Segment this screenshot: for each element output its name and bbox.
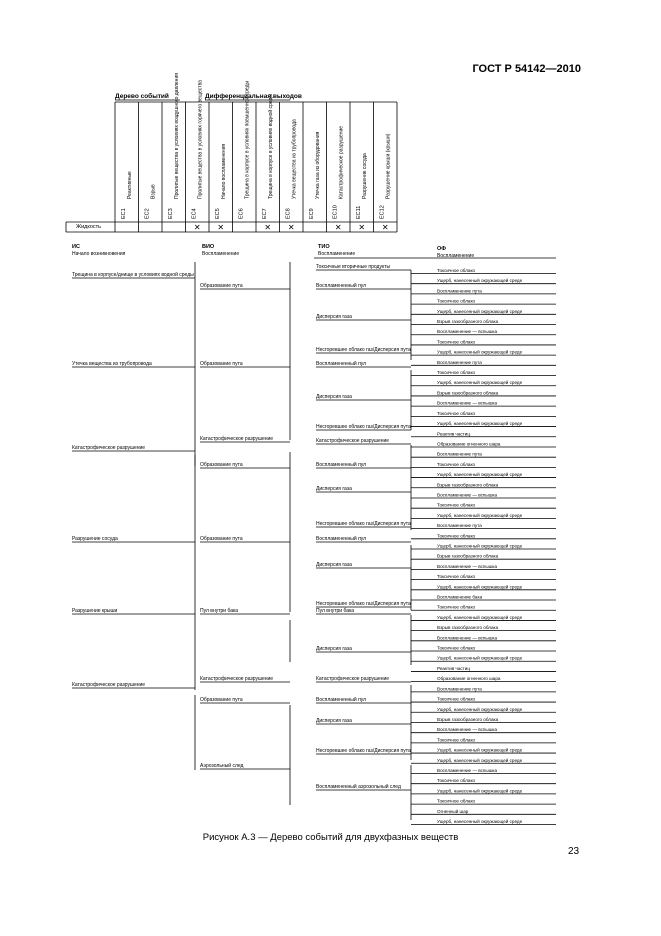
figure-caption: Рисунок А.3 — Дерево событий для двухфазных веществ (202, 832, 459, 843)
of-label: Реактив частиц (437, 431, 470, 437)
of-label: Реактив частиц (437, 665, 470, 671)
grid-col-name: Трещина в корпусе в условиях водной среды (267, 93, 274, 199)
of-label: Взрыв газообразного облака (437, 553, 499, 559)
of-label: Воспламенение — вспышка (437, 400, 498, 406)
grid-cross-mark: ✕ (381, 223, 389, 232)
of-label: Токсичное облако (437, 461, 476, 467)
vio-label: Образование пута (200, 361, 243, 367)
of-label: Ущерб, нанесенный окружающей среде (437, 614, 523, 620)
of-label: Токсичное облако (437, 268, 476, 273)
tio-label: Пул внутри бака (316, 608, 355, 614)
of-label: Воспламенение пута (437, 523, 482, 529)
ic-label: Катастрофическое разрушение (72, 682, 146, 688)
of-label: Токсичное облако (437, 798, 476, 804)
grid-cross-mark: ✕ (264, 223, 272, 232)
tio-label: Дисперсия газа (316, 486, 352, 492)
tio-label: Несгоревшее облако газ/Дисперсия пута (316, 347, 411, 353)
grid-row-label: Жидкость (76, 224, 102, 230)
grid-col-code: EC1 (120, 208, 127, 219)
of-label: Воспламенение — вспышка (437, 563, 498, 569)
of-label: Ущерб, нанесенный окружающей среде (437, 788, 523, 794)
vio-labels (200, 283, 273, 769)
grid-cross-mark: ✕ (193, 223, 201, 232)
grid-cross-mark: ✕ (217, 223, 225, 232)
tio-label: Катастрофическое разрушение (316, 676, 390, 682)
of-label: Воспламенение бака (437, 594, 483, 600)
head-tio-sub: Воспламенение (318, 251, 356, 257)
tio-label: Воспламененный пул (316, 697, 367, 703)
grid-col-name: Реактивные (126, 171, 133, 199)
of-label: Взрыв газообразного облака (437, 625, 499, 631)
vio-label: Аэрозольный след (200, 763, 244, 769)
ic-label: Разрушение сосуда (72, 536, 118, 542)
tio-label: Дисперсия газа (316, 562, 352, 568)
of-label: Образование огненного шара (437, 441, 501, 447)
grid-col-name: Разрушение сосуда (361, 153, 368, 199)
of-label: Воспламенение — вспышка (437, 767, 498, 773)
tio-label: Катастрофическое разрушение (316, 438, 390, 444)
standard-number: ГОСТ Р 54142—2010 (472, 63, 581, 75)
of-label: Воспламенение — вспышка (437, 727, 498, 733)
of-label: Токсичное облако (437, 645, 476, 651)
head-ic-sub: Начало возникновения (72, 251, 126, 257)
of-label: Токсичное облако (437, 604, 476, 610)
grid-col-name: Взрыв (150, 184, 157, 199)
head-vio: ВИО (202, 244, 215, 250)
tio-label: Воспламененный аэрозольный след (316, 784, 401, 790)
of-label: Взрыв газообразного облака (437, 319, 499, 325)
vio-label: Образование пута (200, 536, 243, 542)
tree-lines (72, 258, 556, 825)
vio-label: Образование пута (200, 283, 243, 289)
grid-cross-mark: ✕ (287, 223, 295, 232)
column-heads (72, 244, 474, 259)
grid-col-code: EC3 (167, 208, 174, 219)
of-label: Воспламенение пута (437, 288, 482, 294)
tio-label: Воспламененный пул (316, 462, 367, 468)
of-label: Воспламенение пута (437, 359, 482, 365)
of-label: Токсичное облако (437, 339, 476, 345)
of-label: Токсичное облако (437, 410, 476, 416)
of-label: Токсичное облако (437, 778, 476, 784)
of-label: Ущерб, нанесенный окружающей среде (437, 512, 523, 518)
of-label: Токсичное облако (437, 574, 476, 580)
grid-col-code: EC10 (332, 205, 339, 219)
grid-col-name: Трещина в корпусе в условиях повышенной среды (244, 80, 251, 199)
of-label: Ущерб, нанесенный окружающей среде (437, 757, 523, 763)
head-ic: ИС (72, 244, 80, 250)
vio-label: Образование пута (200, 462, 243, 468)
tio-label: Воспламененный пул (316, 283, 367, 289)
tio-label: Несгоревшее облако газ/Дисперсия пута (316, 748, 411, 754)
of-label: Ущерб, нанесенный окружающей среде (437, 278, 523, 284)
of-label: Воспламенение — вспышка (437, 635, 498, 641)
head-vio-sub: Воспламенение (202, 251, 240, 257)
ic-label: Разрушение крыши (72, 608, 118, 614)
of-label: Токсичное облако (437, 502, 476, 508)
grid-col-code: EC5 (214, 208, 221, 219)
head-of-sub: Воспламенение (437, 253, 475, 259)
page-number: 23 (568, 846, 580, 857)
of-label: Токсичное облако (437, 737, 476, 743)
of-label: Взрыв газообразного облака (437, 482, 499, 488)
grid-col-code: EC12 (379, 205, 386, 219)
head-tio: ТИО (318, 244, 330, 250)
grid-col-name: Начало воспламенения (220, 143, 227, 199)
of-label: Ущерб, нанесенный окружающей среде (437, 421, 523, 427)
grid-title-left: Дерево событий (115, 93, 169, 100)
grid-col-name: Катастрофическое разрушение (338, 125, 345, 199)
of-label: Ущерб, нанесенный окружающей среде (437, 380, 523, 386)
of-label: Токсичное облако (437, 370, 476, 376)
tio-label: Несгоревшее облако газ/Дисперсия пута (316, 424, 411, 430)
grid-col-name: Пролитые вещества в условиях воздушного давления (173, 73, 180, 199)
of-label: Ущерб, нанесенный окружающей среде (437, 543, 523, 549)
tio-label: Дисперсия газа (316, 718, 352, 724)
of-label: Ущерб, нанесенный окружающей среде (437, 308, 523, 314)
of-label: Токсичное облако (437, 696, 476, 702)
of-label: Воспламенение пута (437, 451, 482, 457)
grid-cross-mark: ✕ (334, 223, 342, 232)
of-label: Огненный шар (437, 808, 469, 814)
of-label: Ущерб, нанесенный окружающей среде (437, 747, 523, 753)
grid-cross-mark: ✕ (358, 223, 366, 232)
grid-col-code: EC11 (355, 205, 362, 219)
grid-col-code: EC6 (238, 208, 245, 219)
tio-label: Несгоревшее облако газ/Дисперсия пута (316, 601, 411, 607)
of-label: Ущерб, нанесенный окружающей среде (437, 472, 523, 478)
vio-label: Образование пута (200, 697, 243, 703)
of-label: Взрыв газообразного облака (437, 716, 499, 722)
grid-col-code: EC7 (261, 208, 268, 219)
grid-col-code: EC4 (191, 208, 198, 219)
head-of: ОФ (437, 246, 446, 252)
tio-label: Дисперсия газа (316, 314, 352, 320)
of-label: Воспламенение — вспышка (437, 329, 498, 335)
tio-label: Дисперсия газа (316, 394, 352, 400)
of-label: Токсичное облако (437, 533, 476, 539)
of-label: Ущерб, нанесенный окружающей среде (437, 655, 523, 661)
of-label: Ущерб, нанесенный окружающей среде (437, 584, 523, 590)
vio-label: Пул внутри бака (200, 608, 239, 614)
tio-label: Воспламененный пул (316, 361, 367, 367)
of-label: Ущерб, нанесенный окружающей среде (437, 706, 523, 712)
ic-label: Трещина в корпусе/днище в условиях водной среды (72, 272, 194, 278)
of-label: Образование огненного шара (437, 676, 501, 682)
tio-label: Воспламененный пул (316, 536, 367, 542)
vio-label: Катастрофическое разрушение (200, 436, 274, 442)
of-label: Ущерб, нанесенный окружающей среде (437, 349, 523, 355)
of-label: Взрыв газообразного облака (437, 390, 499, 396)
grid-col-code: EC9 (308, 208, 315, 219)
ic-label: Катастрофическое разрушение (72, 445, 146, 451)
grid-col-name: Утечка вещества из трубопровода (291, 119, 298, 199)
ic-labels (72, 271, 194, 688)
of-label: Ущерб, нанесенный окружающей среде (437, 819, 523, 824)
grid-col-name: Разрушение крыши (крыши) (385, 133, 392, 199)
grid-col-name: Утечка газа из оборудования (314, 131, 321, 199)
of-label: Воспламенение — вспышка (437, 492, 498, 498)
of-labels (437, 268, 523, 824)
grid-col-name: Пролитые вещества в условиях горячего вещества (197, 80, 204, 199)
grid-col-code: EC8 (285, 208, 292, 219)
grid-title-right: Дифференциальная выходов (205, 93, 302, 100)
ic-label: Утечка вещества из трубопровода (72, 361, 152, 367)
of-label: Воспламенение пута (437, 686, 482, 692)
tio-label: Токсичные вторичные продукты (316, 264, 391, 270)
tio-label: Дисперсия газа (316, 646, 352, 652)
grid-col-code: EC2 (144, 208, 151, 219)
vio-label: Катастрофическое разрушение (200, 676, 274, 682)
tio-label: Несгоревшее облако газ/Дисперсия пута (316, 521, 411, 527)
of-label: Токсичное облако (437, 298, 476, 304)
